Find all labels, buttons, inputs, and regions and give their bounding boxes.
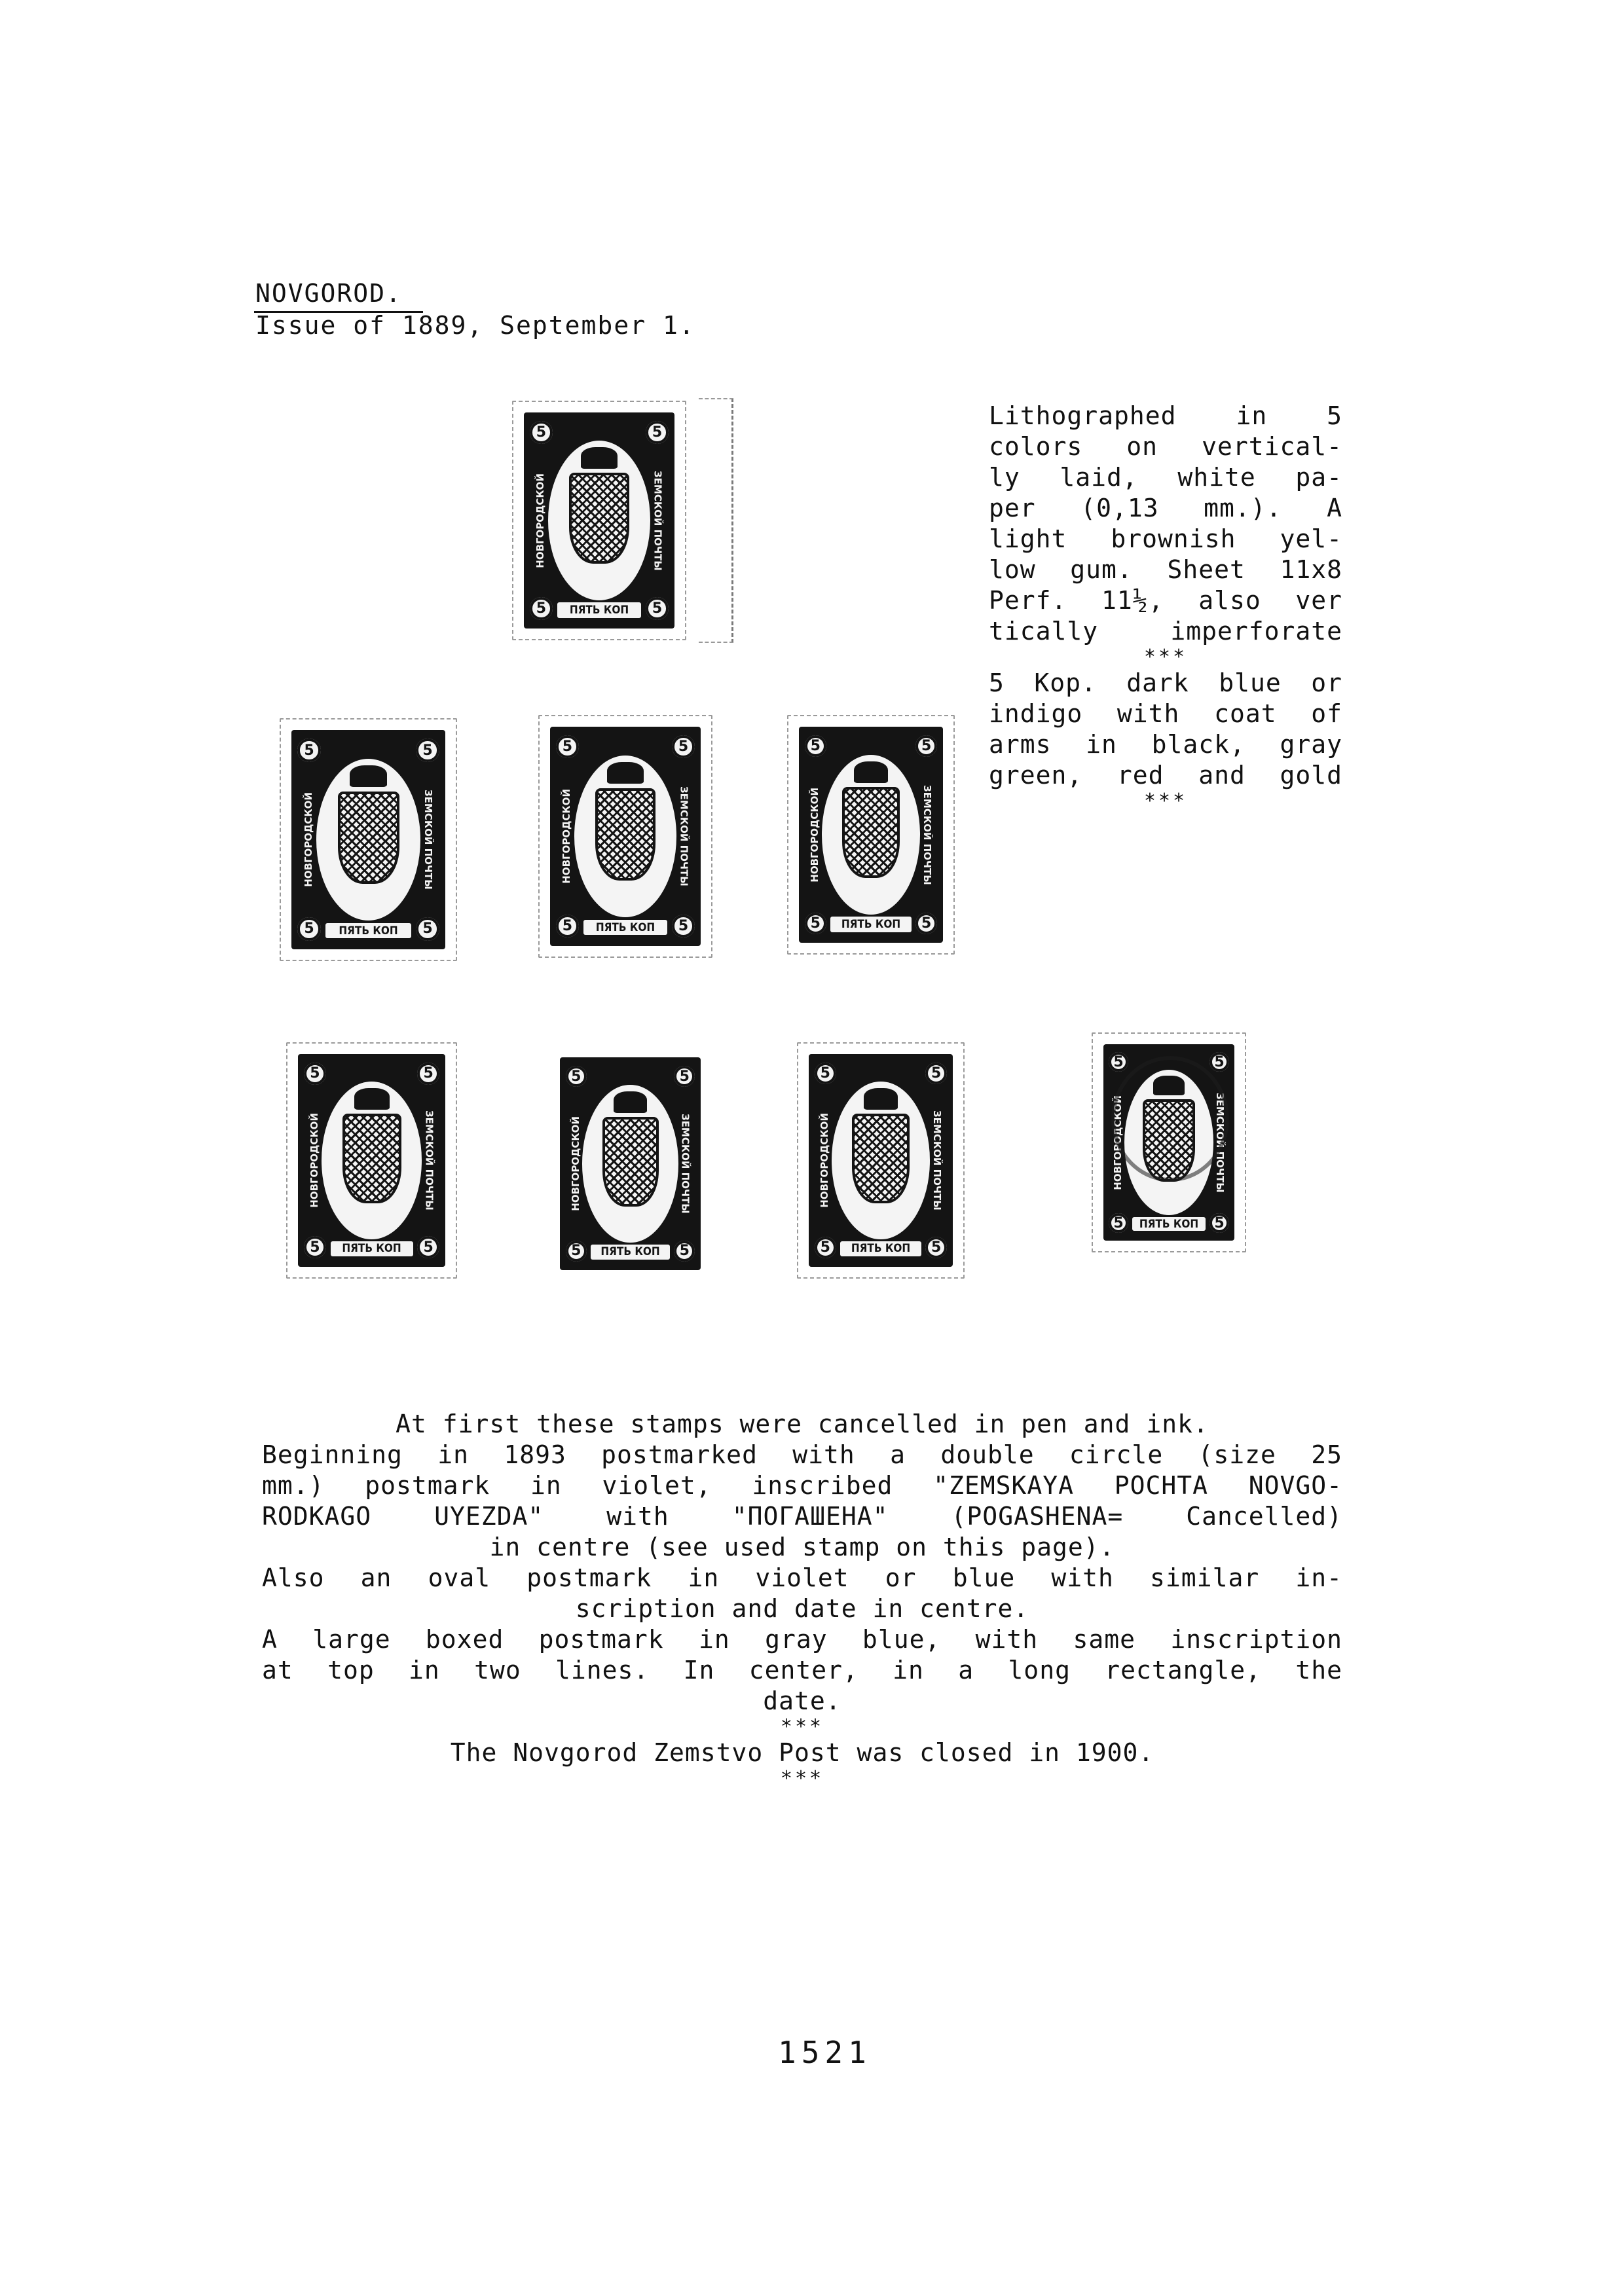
postmark-cancel-icon <box>1111 1056 1229 1182</box>
stamp-image <box>298 1054 445 1267</box>
stamp-side-left: НОВГОРОДСКОЙ <box>561 789 573 884</box>
stamp-value-label: ПЯТЬ КОП <box>840 1241 921 1256</box>
stamp-side-right: ЗЕМСКОЙ ПОЧТЫ <box>423 1110 435 1211</box>
numeral-5-icon <box>556 735 579 758</box>
stamp-value-label: ПЯТЬ КОП <box>591 1245 669 1260</box>
separator-stars: *** <box>780 1715 824 1738</box>
country-heading: NOVGOROD. <box>255 279 402 308</box>
body-line: mm.) postmark in violet, inscribed "ZEMSKAYA POCHTA NOVGO- <box>262 1471 1342 1500</box>
stamp-side-right: ЗЕМСКОЙ ПОЧТЫ <box>652 470 664 571</box>
crown-icon <box>350 765 386 788</box>
numeral-5-icon <box>530 597 553 620</box>
coat-of-arms-icon <box>842 787 900 878</box>
coat-of-arms-icon <box>338 792 399 884</box>
numeral-5-icon <box>566 1241 587 1262</box>
stamp-value-label: ПЯТЬ КОП <box>583 920 668 935</box>
stamp-value-label: ПЯТЬ КОП <box>331 1241 413 1256</box>
numeral-5-icon <box>297 917 320 940</box>
numeral-5-icon <box>1109 1052 1128 1072</box>
numeral-5-icon <box>304 1236 326 1258</box>
crown-icon <box>581 447 617 469</box>
body-line: at top in two lines. In center, in a long rectangle, the <box>262 1656 1342 1685</box>
description-line: ly laid, white pa- <box>989 463 1342 492</box>
issue-date: Issue of 1889, September 1. <box>255 311 695 340</box>
numeral-5-icon <box>566 1066 587 1087</box>
crown-icon <box>614 1091 648 1113</box>
stamp-image <box>560 1057 701 1270</box>
description-line: low gum. Sheet 11x8 <box>989 555 1342 584</box>
numeral-5-icon <box>815 1237 836 1258</box>
stamp-side-right: ЗЕМСКОЙ ПОЧТЫ <box>921 784 933 885</box>
body-line: scription and date in centre. <box>575 1594 1029 1623</box>
body-line: in centre (see used stamp on this page). <box>489 1533 1115 1561</box>
numeral-5-icon <box>530 421 553 444</box>
stamp-description <box>989 401 1342 812</box>
numeral-5-icon <box>915 735 937 757</box>
coat-of-arms-icon <box>602 1117 659 1207</box>
stamp-side-right: ЗЕМСКОЙ ПОЧТЫ <box>1214 1092 1226 1193</box>
numeral-5-icon <box>815 1063 836 1084</box>
body-line: Beginning in 1893 postmarked with a double circle (size 25 <box>262 1440 1342 1469</box>
numeral-5-icon <box>1109 1213 1128 1233</box>
color-line: arms in black, gray <box>989 730 1342 759</box>
body-text <box>262 1409 1342 1789</box>
numeral-5-icon <box>915 913 937 934</box>
numeral-5-icon <box>417 1063 439 1085</box>
stamp-value-label: ПЯТЬ КОП <box>325 923 412 938</box>
body-line: A large boxed postmark in gray blue, with same inscription <box>262 1625 1342 1654</box>
used-stamp-image <box>1103 1044 1234 1241</box>
stamp-side-left: НОВГОРОДСКОЙ <box>1112 1095 1124 1190</box>
crown-icon <box>607 762 643 784</box>
color-line: indigo with coat of <box>989 699 1342 728</box>
separator-stars: *** <box>1143 790 1188 812</box>
stamp-side-left: НОВГОРОДСКОЙ <box>809 787 821 883</box>
separator-stars: *** <box>1143 646 1188 668</box>
stamp-side-right: ЗЕМСКОЙ ПОЧТЫ <box>931 1110 943 1211</box>
page-number: 1521 <box>778 2035 872 2070</box>
stamp-side-left: НОВГОРОДСКОЙ <box>819 1113 831 1208</box>
stamp-side-left: НОВГОРОДСКОЙ <box>569 1116 581 1211</box>
description-line: per (0,13 mm.). A <box>989 494 1342 522</box>
numeral-5-icon <box>646 421 669 444</box>
description-line: Perf. 11½, also ver <box>989 586 1342 615</box>
numeral-5-icon <box>304 1063 326 1085</box>
numeral-5-icon <box>805 735 826 757</box>
coat-of-arms-icon <box>595 788 655 881</box>
stamp-value-label: ПЯТЬ КОП <box>830 917 911 932</box>
numeral-5-icon <box>646 597 669 620</box>
numeral-5-icon <box>674 1241 695 1262</box>
stamp-image <box>799 727 943 943</box>
stamp-image <box>524 412 674 629</box>
numeral-5-icon <box>925 1237 947 1258</box>
crown-icon <box>864 1088 898 1110</box>
description-line: Lithographed in 5 <box>989 401 1342 430</box>
stamp-side-right: ЗЕМСКОЙ ПОЧТЫ <box>679 1114 692 1214</box>
separator-stars: *** <box>780 1767 824 1790</box>
stamp-image <box>550 727 701 946</box>
stamp-image <box>291 730 445 949</box>
coat-of-arms-icon <box>569 473 629 564</box>
numeral-5-icon <box>805 913 826 934</box>
coat-of-arms-icon <box>342 1114 401 1203</box>
numeral-5-icon <box>556 915 579 938</box>
stamp-side-right: ЗЕМСКОЙ ПОЧТЫ <box>422 790 435 890</box>
coat-of-arms-icon <box>852 1114 910 1203</box>
stamp-side-left: НОВГОРОДСКОЙ <box>302 792 314 887</box>
description-line: colors on vertical- <box>989 432 1342 461</box>
numeral-5-icon <box>416 738 439 761</box>
body-line: Also an oval postmark in violet or blue with similar in- <box>262 1563 1342 1592</box>
stamp-value-label: ПЯТЬ КОП <box>1132 1217 1206 1231</box>
description-line: tically imperforate <box>989 617 1342 646</box>
crown-icon <box>854 761 889 783</box>
sheet-margin <box>699 398 733 643</box>
color-line: green, red and gold <box>989 761 1342 790</box>
stamp-side-right: ЗЕМСКОЙ ПОЧТЫ <box>678 786 690 886</box>
numeral-5-icon <box>925 1063 947 1084</box>
numeral-5-icon <box>672 735 695 758</box>
stamp-value-label: ПЯТЬ КОП <box>557 602 642 617</box>
numeral-5-icon <box>672 915 695 938</box>
closing-line: The Novgorod Zemstvo Post was closed in 1900. <box>450 1738 1154 1767</box>
body-line: At first these stamps were cancelled in pen and ink. <box>396 1410 1209 1438</box>
numeral-5-icon <box>1209 1052 1229 1072</box>
numeral-5-icon <box>674 1066 695 1087</box>
color-line: 5 Kop. dark blue or <box>989 668 1342 697</box>
numeral-5-icon <box>416 917 439 940</box>
numeral-5-icon <box>297 738 320 761</box>
crown-icon <box>354 1088 390 1110</box>
body-line: RODKAGO UYEZDA" with "ПОГАШЕНА" (POGASHENA= Cancelled) <box>262 1502 1342 1531</box>
body-line: date. <box>763 1686 841 1715</box>
numeral-5-icon <box>417 1236 439 1258</box>
stamp-side-left: НОВГОРОДСКОЙ <box>308 1113 320 1208</box>
description-line: light brownish yel- <box>989 524 1342 553</box>
stamp-side-left: НОВГОРОДСКОЙ <box>534 473 547 568</box>
numeral-5-icon <box>1209 1213 1229 1233</box>
stamp-image <box>809 1054 953 1267</box>
